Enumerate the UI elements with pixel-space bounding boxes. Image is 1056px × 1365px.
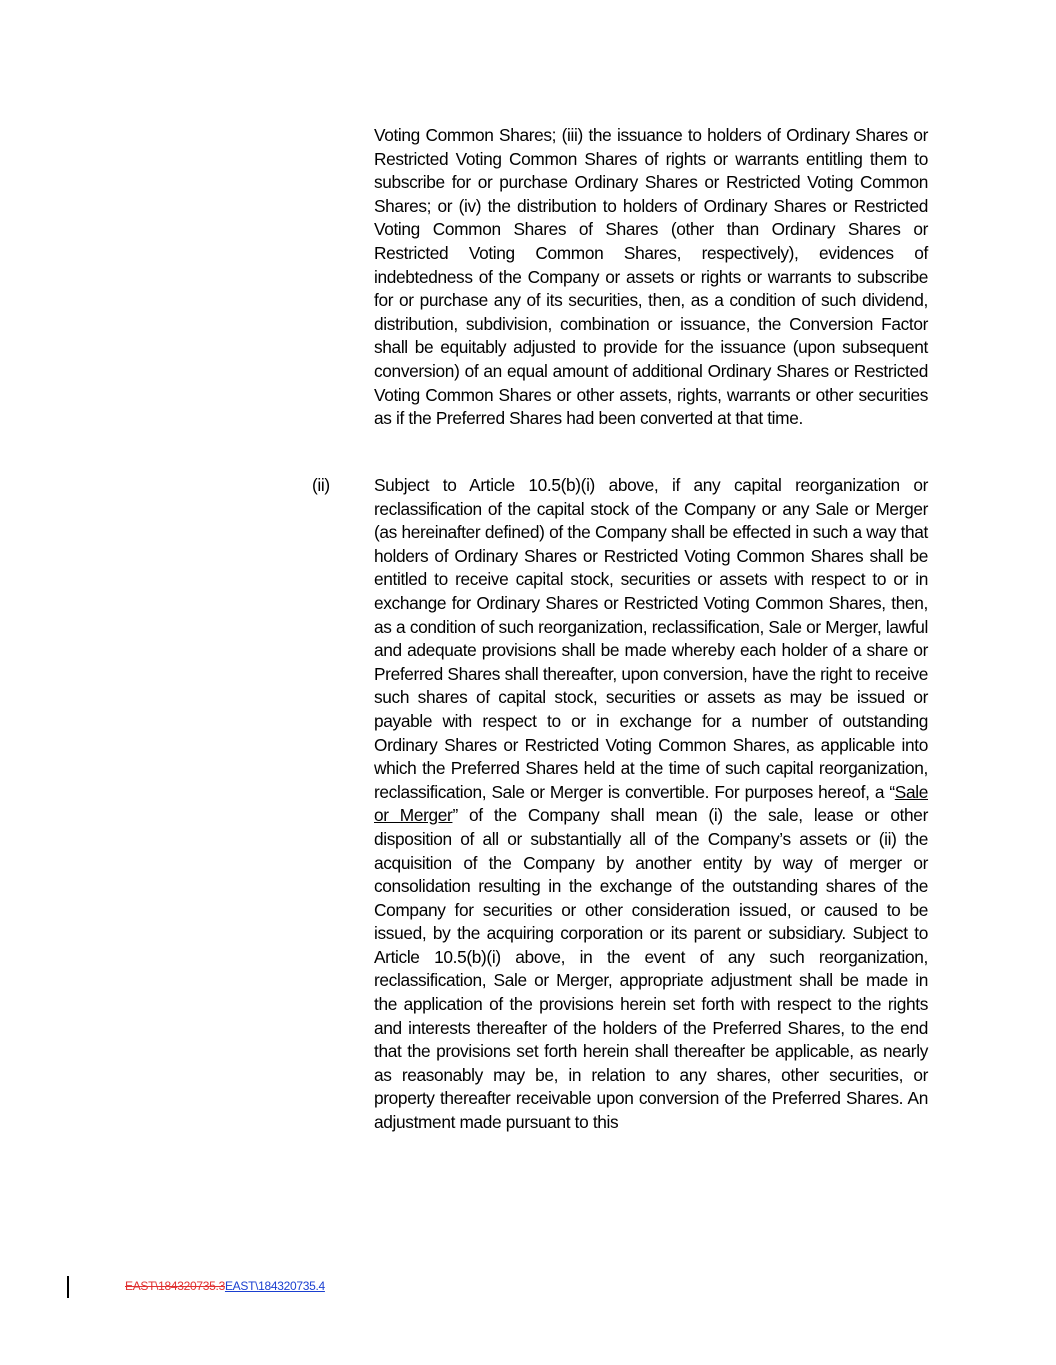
- deleted-document-id: EAST\184320735.3: [125, 1279, 225, 1293]
- defined-term-sale-or-merger: Sale or Merger: [374, 781, 928, 826]
- paragraph-marker-ii: (ii): [312, 475, 330, 495]
- paragraph-ii-text-after-term: ” of the Company shall mean (i) the sale, lease or other disposition of all or substantially all of the Company’s assets or (ii) the acquisition of the Company by another entity by way of merger or consolidation resulting in the exchange of the outstanding shares of the Company for securities or other consideration issued, or caused to be issued, by the acquiring corporation or its parent or subsidiary. Subject to Article 10.5(b)(i) above, in the event of any such reorganization, reclassification, Sale or Merger, appropriate adjustment shall be made in the application of the provisions herein set forth with respect to the rights and interests thereafter of the holders of the Preferred Shares, to the end that the provisions set forth herein shall thereafter be applicable, as nearly as reasonably may be, in relation to any shares, other securities, or property thereafter receivable upon conversion of the Preferred Shares. An adjustment made pursuant to this: [374, 805, 928, 1133]
- paragraph-ii-body: [374, 474, 928, 1135]
- paragraph-continuation: Voting Common Shares; (iii) the issuance to holders of Ordinary Shares or Restricted Voting Common Shares of rights or warrants entitling them to subscribe for or purchase Ordinary Shares or Restricted Voting Common Shares; or (iv) the distribution to holders of Ordinary Shares or Restricted Voting Common Shares of Shares (other than Ordinary Shares or Restricted Voting Common Shares, respectively), evidences of indebtedness of the Company or assets or rights or warrants to subscribe for or purchase any of its securities, then, as a condition of such dividend, distribution, subdivision, combination or issuance, the Conversion Factor shall be equitably adjusted to provide for the issuance (upon subsequent conversion) of an equal amount of additional Ordinary Shares or Restricted Voting Common Shares or other assets, rights, warrants or other securities as if the Preferred Shares had been converted at that time.: [374, 125, 928, 429]
- footer-document-id: [125, 1279, 325, 1293]
- inserted-document-id: EAST\184320735.4: [224, 1279, 325, 1293]
- revision-change-bar: [67, 1276, 69, 1298]
- paragraph-ii-text-before-term: Subject to Article 10.5(b)(i) above, if any capital reorganization or reclassification of the capital stock of the Company or any Sale or Merger (as hereinafter defined) of the Company shall be effected in such a way that holders of Ordinary Shares or Restricted Voting Common Shares shall be entitled to receive capital stock, securities or assets with respect to or in exchange for Ordinary Shares or Restricted Voting Common Shares, then, as a condition of such reorganization, reclassification, Sale or Merger, lawful and adequate provisions shall be made whereby each holder of a share or Preferred Shares shall thereafter, upon conversion, have the right to receive such shares of capital stock, securities or assets as may be issued or payable with respect to or in exchange for a number of outstanding Ordinary Shares or Restricted Voting Common Shares, as applicable into which the Preferred Shares held at the time of such capital reorganization, reclassification, Sale or Merger is convertible. For purposes hereof, a “: [374, 475, 928, 802]
